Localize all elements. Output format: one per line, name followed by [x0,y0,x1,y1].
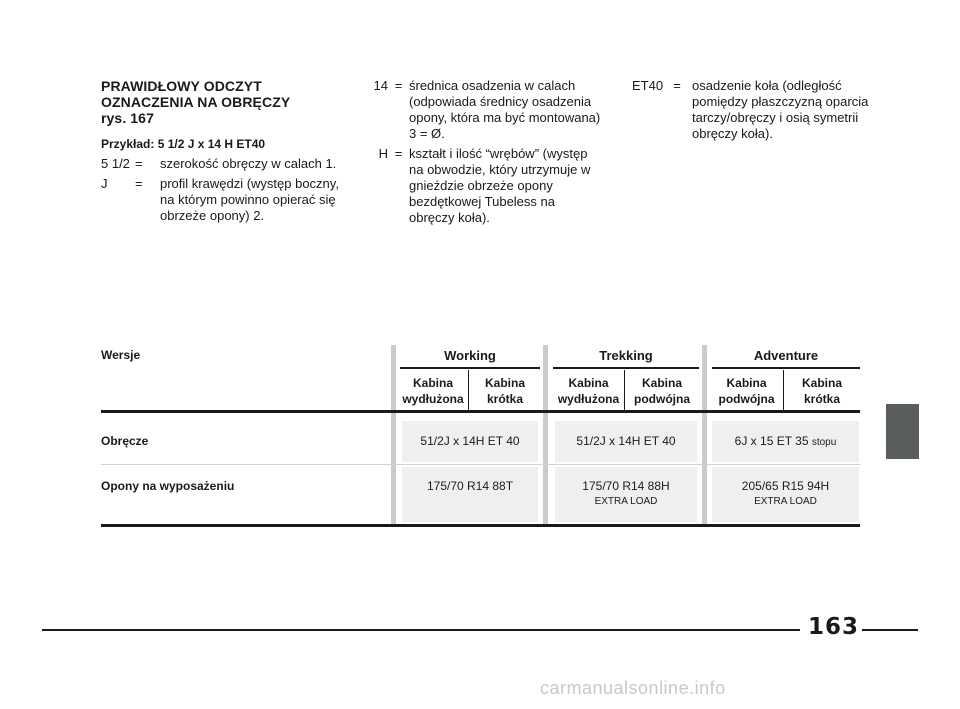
group-underline [553,367,699,369]
chapter-tab [886,404,919,459]
subhead-trekking-2: Kabina podwójna [634,376,690,406]
rims-label: Obręcze [101,434,149,448]
tyre-working: 175/70 R14 88T [426,479,514,493]
group-working: Working [444,348,496,363]
section-heading: PRAWIDŁOWY ODCZYT OZNACZENIA NA OBRĘCZY rys. 167 [101,78,291,126]
rim-marking-column [101,78,341,228]
column-separator [543,345,548,525]
watermark: carmanualsonline.info [540,678,726,698]
group-underline [400,367,540,369]
versions-label: Wersje [101,348,141,362]
group-adventure: Adventure [753,348,819,363]
column-separator [702,345,707,525]
definition-offset: ET40 = osadzenie koła (odległość pomiędzy płaszczyzną oparcia tarczy/obręczy i osią symetrii obręczy koła). [632,78,869,141]
rim-trekking: 51/2J x 14H ET 40 [576,434,676,448]
diameter-column [362,78,602,230]
offset-column [632,78,882,146]
rim-working: 51/2J x 14H ET 40 [420,434,520,448]
row-separator [101,464,860,465]
tyres-label: Opony na wyposażeniu [101,479,235,493]
tyre-adventure: 205/65 R15 94H EXTRA LOAD [741,479,830,507]
subhead-trekking-1: Kabina wydłużona [557,376,620,406]
rim-adventure: 6J x 15 ET 35 stopu [734,434,837,448]
subhead-working-1: Kabina wydłużona [402,376,464,406]
subhead-adventure-1: Kabina podwójna [718,376,775,406]
subhead-working-2: Kabina krótka [484,376,525,406]
example-line: Przykład: 5 1/2 J x 14 H ET40 [101,137,266,151]
definition-width: 5 1/2 = szerokość obręczy w calach 1. [101,156,337,171]
group-trekking: Trekking [599,348,653,363]
table-bottom-rule [101,524,860,527]
definition-hump: H = kształt i ilość “wrębów” (występ na obwodzie, który utrzymuje w gnieździe obrzeże opony bezdętkowej Tubeless na obręczy koła). [378,146,591,225]
definition-diameter: 14 = średnica osadzenia w calach (odpowiada średnicy osadzenia opony, która ma być montowana) 3 = Ø. [373,78,601,141]
footer-rule-left [42,629,800,631]
footer-rule-right [862,629,918,631]
column-separator [391,345,396,525]
cell-bg [402,467,538,522]
page-number: 163 [808,614,860,640]
group-underline [712,367,860,369]
definition-profile: J = profil krawędzi (występ boczny, na którym powinno opierać się obrzeże opony) 2. [101,176,339,223]
header-rule [101,410,860,413]
tyre-trekking: 175/70 R14 88H EXTRA LOAD [582,479,670,507]
subhead-adventure-2: Kabina krótka [801,376,842,406]
